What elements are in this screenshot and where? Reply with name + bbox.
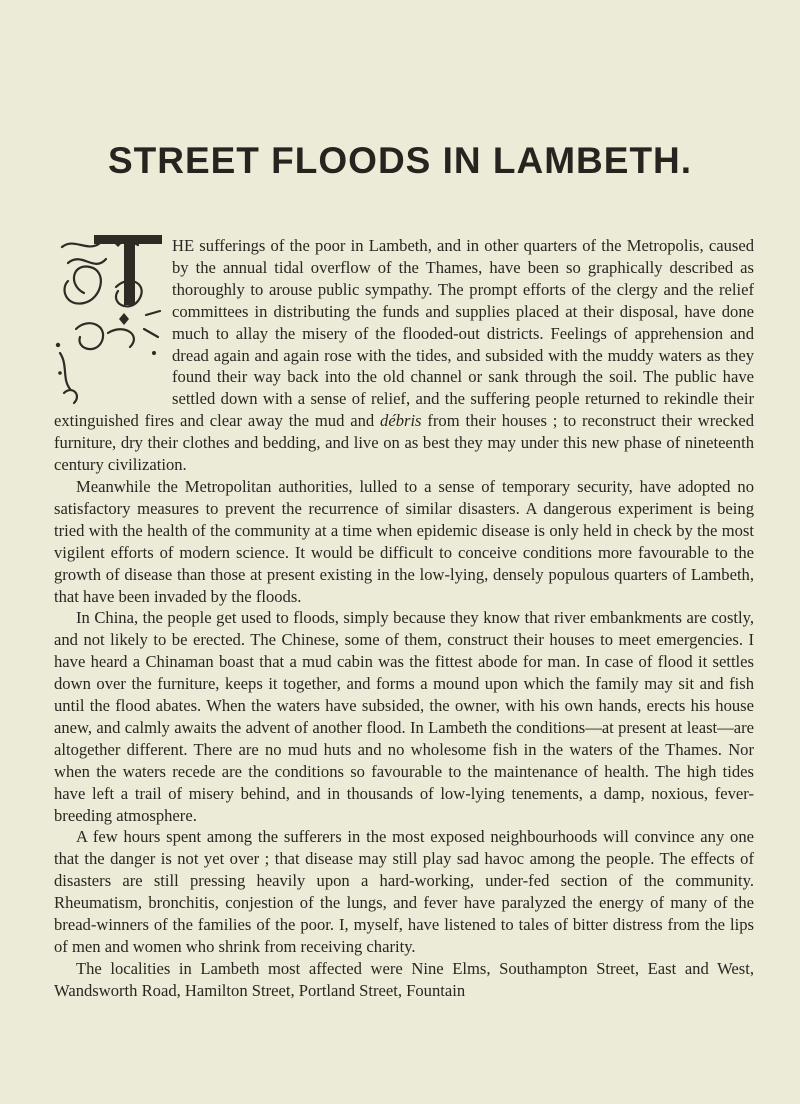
paragraph-3: In China, the people get used to floods, simply because they know that river embankments are costly, and not likely to be erected. The Chinese, some of them, construct their houses to meet emergencies. I have heard a Chinaman boast that a mud cabin was the fittest abode for man. In case of flood it settles down over the furniture, keeps it together, and forms a mound upon which the family may sit and fish until the flood abates. When the waters have subsided, the owner, with his own hands, erects his house anew, and calmly awaits the advent of another flood. In Lambeth the conditions—at present at least—are altogether different. There are no mud huts and no wholesome fish in the waters of the Thames. Nor when the waters recede are the conditions so favourable to the maintenance of health. The high tides have left a trail of misery behind, and in thousands of low-lying tenements, a damp, noxious, fever-breeding atmosphere. bbox=[54, 608, 754, 825]
paragraph-2: Meanwhile the Metropolitan authorities, lulled to a sense of temporary security, have adopted no satisfactory measures to prevent the recurrence of similar disasters. A dangerous experiment is being tried with the health of the community at a time when epidemic disease is only held in check by the most vigilent efforts of modern science. It would be difficult to conceive conditions more favourable to the growth of disease than those at present existing in the low-lying, densely populous quarters of Lambeth, that have been invaded by the floods. bbox=[54, 476, 754, 606]
paragraph-1: HE sufferings of the poor in Lambeth, and in other quarters of the Metropolis, caused by the annual tidal overflow of the Thames, have been so graphically described as thoroughly to arouse public sympathy. The prompt efforts of the clergy and the relief committees in distributing the funds and supplies placed at their disposal, have done much to allay the misery of the flooded-out districts. Feelings of apprehension and dread again and again rose with the tides, and subsided with the muddy waters as they found their way back into the old channel or sank through the soil. The public have settled down with a sense of relief, and the suffering people returned to rekindle their extinguished fires and clear away the mud and débris from their houses ; to reconstruct their wrecked furniture, dry their clothes and bedding, and live on as best they may under this new phase of nineteenth century civilization. bbox=[54, 236, 754, 475]
ornamental-dropcap-t bbox=[54, 233, 166, 405]
article-body bbox=[54, 235, 754, 1002]
paragraph-4: A few hours spent among the sufferers in the most exposed neighbourhoods will convince any one that the danger is not yet over ; that disease may still play sad havoc among the people. The effects of disasters are still pressing heavily upon a hard-working, under-fed section of the community. Rheumatism, bronchitis, conjestion of the lungs, and fever have paralyzed the energy of many of the bread-winners of the families of the poor. I, myself, have listened to tales of bitter distress from the lips of men and women who shrink from receiving charity. bbox=[54, 827, 754, 956]
paragraph-5: The localities in Lambeth most affected were Nine Elms, Southampton Street, East and West, Wandsworth Road, Hamilton Street, Portland Street, Fountain bbox=[54, 958, 754, 1000]
article-title: STREET FLOODS IN LAMBETH. bbox=[107, 140, 693, 181]
dropcap-letter: T bbox=[150, 302, 152, 304]
italic-debris: débris bbox=[380, 411, 422, 431]
